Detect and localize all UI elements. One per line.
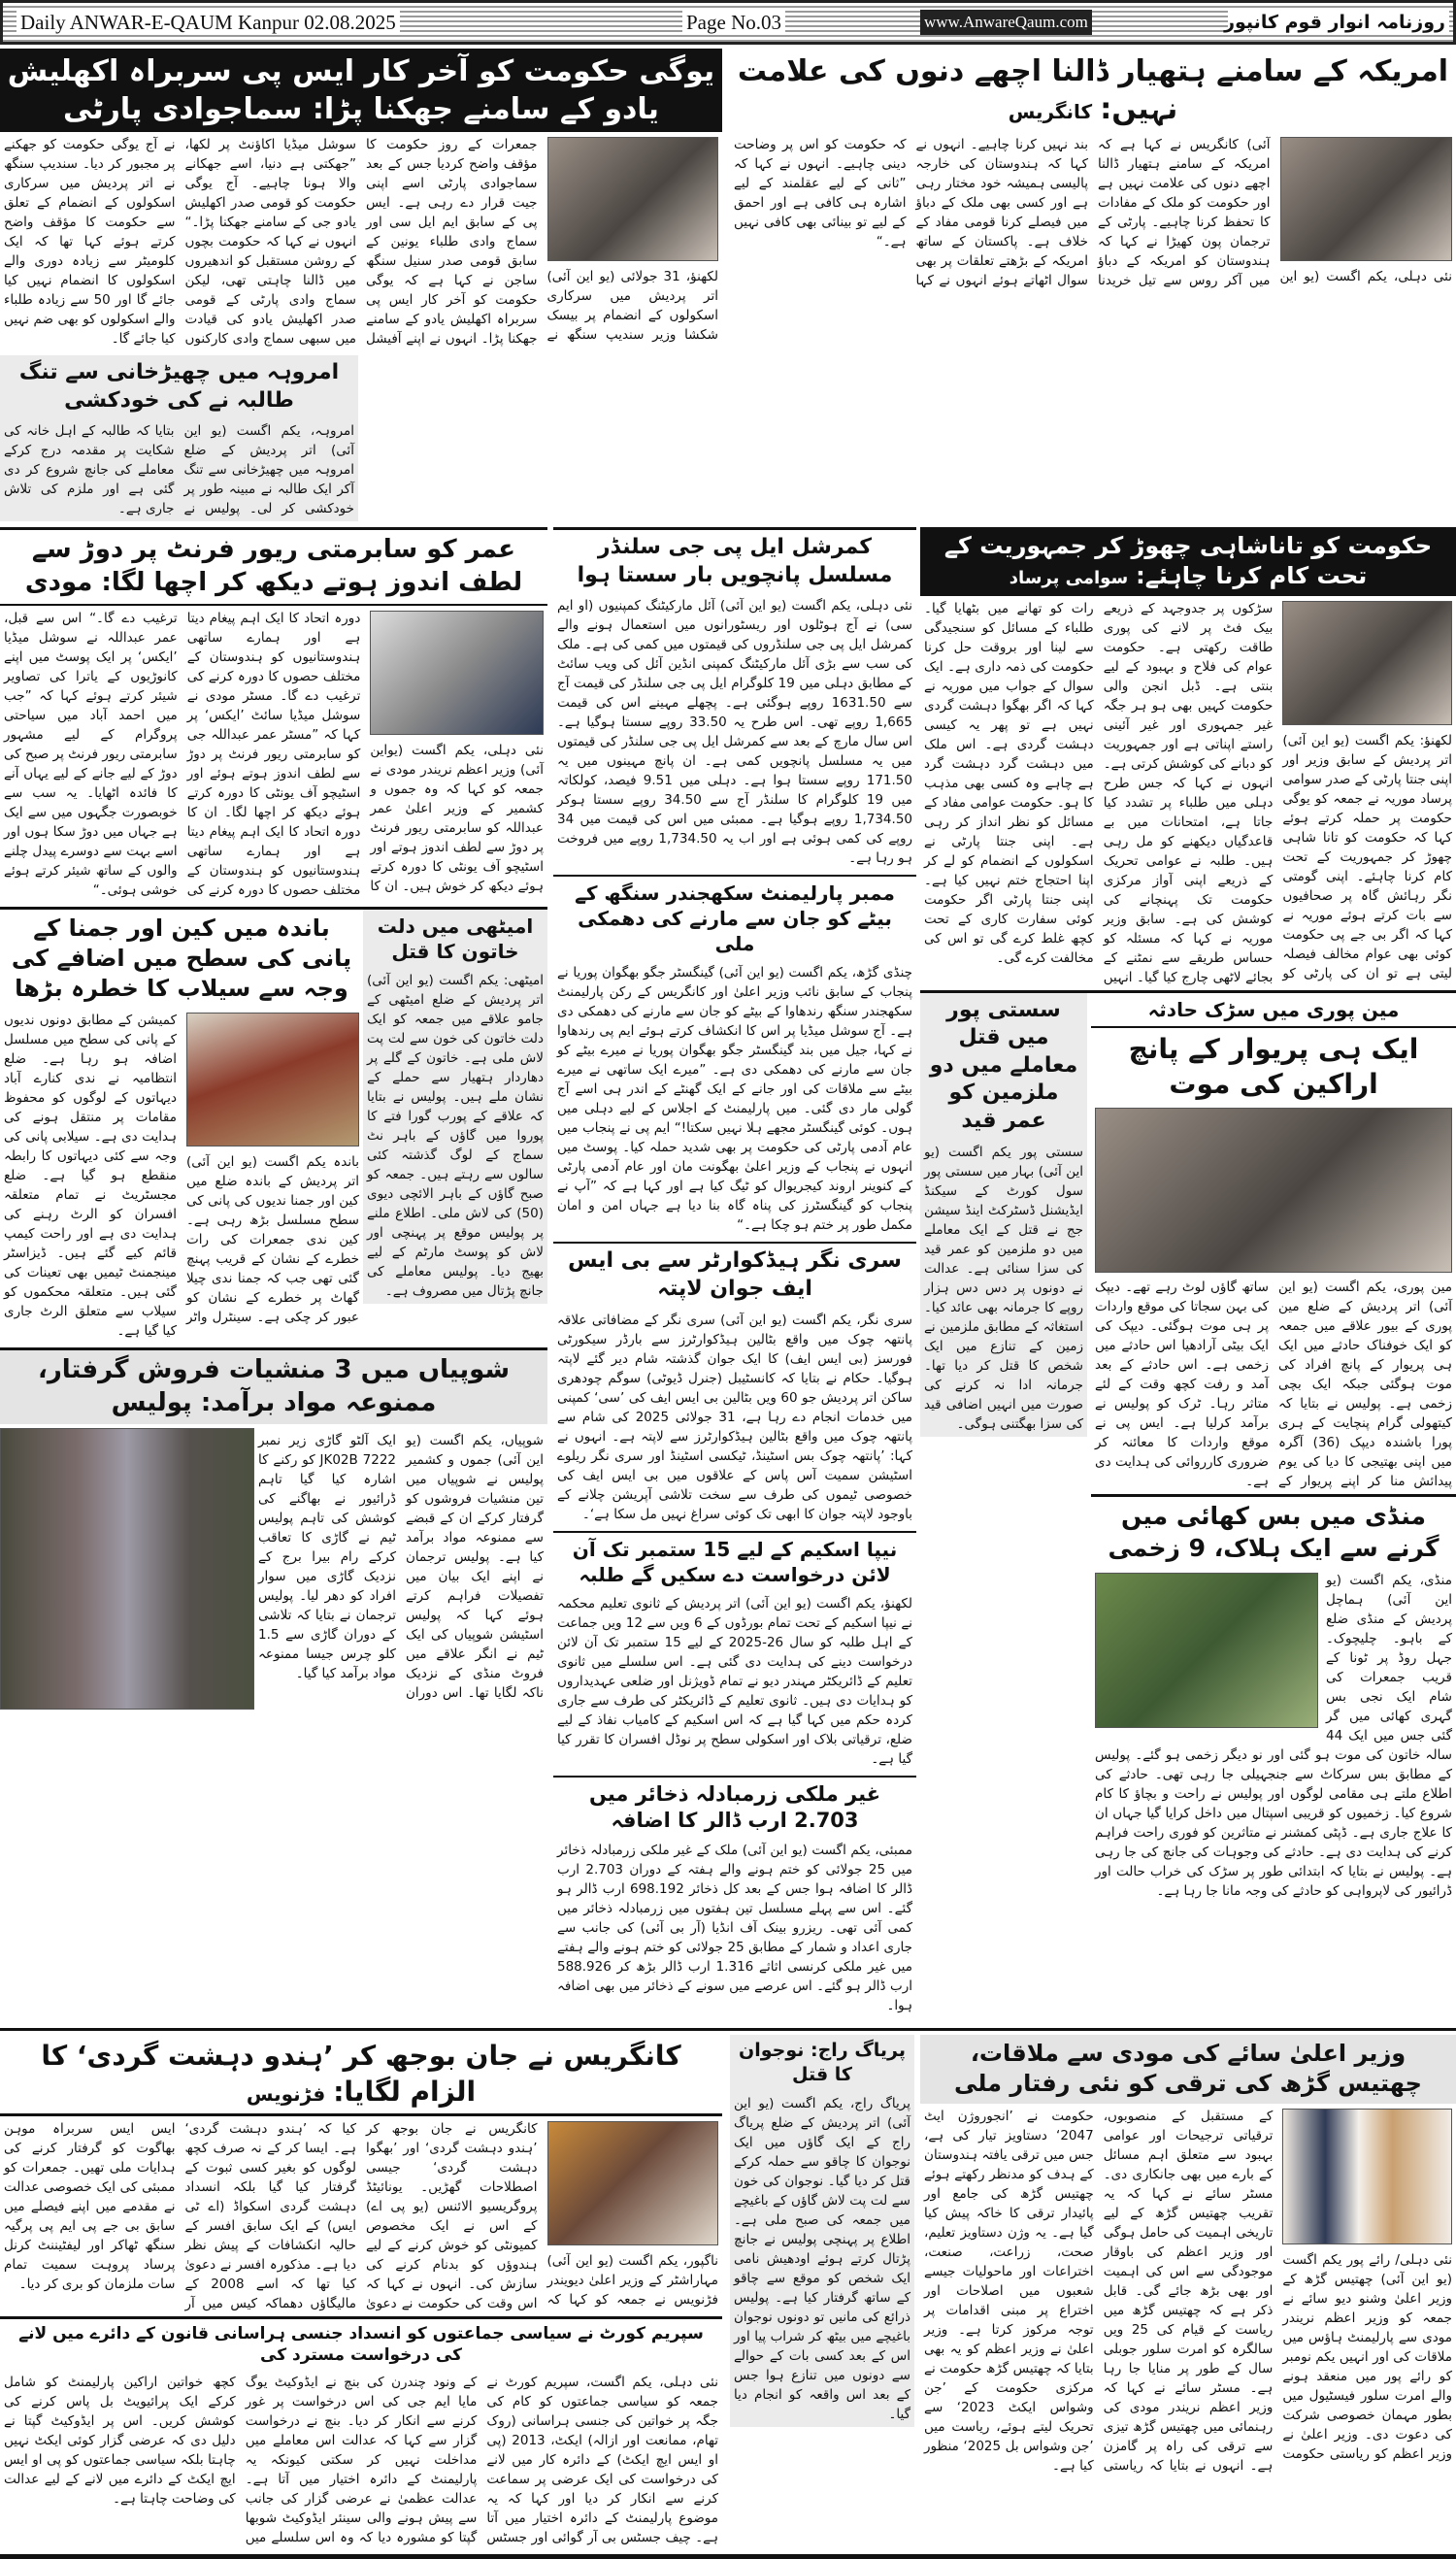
story-samastipur: سستی پور میں قتل معاملے میں دو ملزمین کو عمر قید سستی پور یکم اگست (یو این آئی) بہار میں سستی پور سول کورٹ کے سیکنڈ ایڈیشنل ڈسٹرکٹ اینڈ سیشن جج نے قتل کے ایک معاملے میں دو ملزمین کو عمر قید کی سزا سنائی ہے۔ عدالت نے دونوں پر دس دس ہزار روپے کا جرمانہ بھی عائد کیا۔ استغاثہ کے مطابق ملزمین نے زمین کے تنازع میں ایک شخص کا قتل کر دیا تھا۔ جرمانہ ادا نہ کرنے کی صورت میں انہیں اضافی قید کی سزا بھگتنی ہوگی۔: [920, 993, 1087, 1437]
photo-bus-accident: [1095, 1573, 1318, 1728]
story-fadnavis: کانگریس نے جان بوجھ کر ’ہندو دہشت گردی‘ کا الزام لگایا:فڑنویس ناگپور، یکم اگست (یو این آئی) مہاراشٹر کے وزیر اعلیٰ دیویندر فڑنویس نے جمعہ کو کہا کہ کانگریس نے جان بوجھ کر ’ہندو دہشت گردی‘ اور ’بھگوا دہشت گردی‘ جیسی اصطلاحات گھڑیں۔ یونائیٹڈ پروگریسیو الائنس (یو پی اے) کے اس نے ایک مخصوص کمیونٹی کو خوش کرنے کے لیے ہندوؤں کو بدنام کرنے کی سازش کی۔ انہوں نے کہا کہ اس وقت کی حکومت نے دعویٰ کیا کہ ’ہندو دہشت گردی‘ ہے۔ ایسا کر کے نہ صرف کچھ لوگوں کو بغیر کسی ثبوت کے گرفتار کیا گیا بلکہ انسداد دہشت گردی اسکواڈ (اے ٹی ایس) کے ایک سابق افسر کے حالیہ انکشافات کے پیش نظر دیا ہے۔ مذکورہ افسر نے دعویٰ کیا تھا کہ اسے 2008 کے مالیگاؤں دھماکہ کیس میں آر ایس ایس سربراہ موہن بھاگوت کو گرفتار کرنے کی ہدایات ملی تھیں۔ جمعرات کو ممبئی کی ایک خصوصی عدالت نے مقدمے میں اپنے فیصلے میں سابق بی جے پی ایم پی پرگیہ سنگھ ٹھاکر اور لیفٹیننٹ کرنل پرساد پروہت سمیت تمام سات ملزمان کو بری کر دیا۔ سپریم کورٹ نے سیاسی جماعتوں کو انسداد جنسی ہراسانی قانون کے دائرے میں لانے کی درخواست مسترد کی نئی دہلی، یکم اگست، سپریم کورٹ نے جمعہ کو سیاسی جماعتوں کو کام کی جگہ پر خواتین کی جنسی ہراسانی (روک تھام، ممانعت اور ازالہ) ایکٹ، 2013 (پی او ایس ایچ ایکٹ) کے دائرہ کار میں لانے کی درخواست کی ایک عرضی پر سماعت کرنے سے انکار کر دیا اور کہا کہ یہ موضوع پارلیمنٹ کے دائرہ اختیار میں آتا ہے۔ چیف جسٹس بی آر گوائی اور جسٹس کے ونود چندرن کی بنچ نے ایڈوکیٹ یوگ مایا ایم جی کی اس درخواست پر غور کرنے سے انکار کر دیا۔ بنچ نے درخواست گزار سے کہا کہ عدالت اس معاملے میں مداخلت نہیں کر سکتی کیونکہ یہ پارلیمنٹ کے دائرہ اختیار میں آتا ہے۔ عدالت عظمیٰ نے عرضی گزار کی جانب سے پیش ہونے والی سینئر ایڈوکیٹ شوبھا گپتا کو مشورہ دیا کہ وہ اس سلسلے میں کچھ خواتین اراکین پارلیمنٹ کو شامل کرکے ایک پرائیویٹ بل پاس کرنے کی کوشش کریں۔ اس پر ایڈوکیٹ گپتا نے دلیل دی کہ عرضی گزار کوئی ایکٹ نہیں چاہتا بلکہ سیاسی جماعتوں کو پی او ایس ایچ ایکٹ کے دائرے میں لانے کے لیے عدالت کی وضاحت چاہتا ہے۔: [0, 2035, 722, 2554]
page-number: Page No.03: [682, 10, 785, 35]
story-nepa: نیپا اسکیم کے لیے 15 ستمبر تک آن لائن درخواست دے سکیں گے طلبہ لکھنؤ، یکم اگست (یو این آئی) اتر پردیش کے ثانوی تعلیم محکمہ نے نیپا اسکیم کے تحت تمام بورڈوں کے 6 ویں سے 12 ویں جماعت کے اہل طلبہ کو سال 26-2025 کے لیے 15 ستمبر تک آن لائن درخواست دینے کی ہدایت دی گئی ہے۔ اس سلسلے میں ثانوی تعلیم کے ڈائریکٹر مہندر دیو نے تمام ڈویژنل اور ضلعی عہدیداروں کو ہدایات دی ہیں۔ ثانوی تعلیم کے ڈائریکٹر کی طرف سے جاری کردہ حکم میں کہا گیا ہے کہ اس اسکیم کے کامیاب نفاذ کے لیے ضلع، ترقیاتی بلاک اور اسکولی سطح پر نوڈل افسران کا تقرر کیا گیا ہے۔: [553, 1531, 916, 1776]
photo-sai-modi-meeting: [1282, 2109, 1452, 2244]
website-link[interactable]: www.AnwareQaum.com: [920, 10, 1092, 35]
headline-fadnavis: کانگریس نے جان بوجھ کر ’ہندو دہشت گردی‘ کا الزام لگایا:فڑنویس: [0, 2035, 722, 2116]
story-banda: باندہ میں کین اور جمنا کے پانی کی سطح میں اضافے کی وجہ سے سیلاب کا خطرہ بڑھا باندہ یکم اگست (یو این آئی) اتر پردیش کے باندہ ضلع میں کین اور جمنا ندیوں کی پانی کی سطح مسلسل بڑھ رہی ہے۔ کین ندی جمعرات کی رات خطرے کے نشان کے قریب پہنچ گئی تھی جب کہ جمنا ندی چیلا گھاٹ پر خطرے کے نشان کو عبور کر چکی ہے۔ سینٹرل واٹر کمیشن کے مطابق دونوں ندیوں کے پانی کی سطح میں مسلسل اضافہ ہو رہا ہے۔ ضلع انتظامیہ نے ندی کنارے آباد دیہاتوں کے لوگوں کو محفوظ مقامات پر منتقل ہونے کی ہدایت دی ہے۔ سیلابی پانی کی وجہ سے کئی دیہاتوں کا رابطہ منقطع ہو گیا ہے۔ ضلع مجسٹریٹ نے تمام متعلقہ افسران کو الرٹ رہنے کی ہدایت دی ہے اور راحت کیمپ قائم کیے گئے ہیں۔ ڈیزاسٹر مینجمنٹ ٹیمیں بھی تعینات کی گئی ہیں۔ متعلقہ محکموں کو سیلاب سے متعلق الرٹ جاری کیا گیا ہے۔: [4, 914, 359, 1340]
story-amroha: امروہہ میں چھیڑخانی سے تنگ طالبہ نے کی خودکشی امروہہ، یکم اگست (یو این آئی) اتر پردیش کے ضلع امروہہ میں چھیڑخانی سے تنگ آکر ایک طالبہ نے مبینہ طور پر خودکشی کر لی۔ پولیس نے بتایا کہ طالبہ کے اہل خانہ کی شکایت پر مقدمہ درج کرکے معاملے کی جانچ شروع کر دی گئی ہے اور ملزم کی تلاش جاری ہے۔: [0, 355, 358, 521]
story-lpg: کمرشل ایل پی جی سلنڈر مسلسل پانچویں بار سستا ہوا نئی دہلی، یکم اگست (یو این آئی) آئل مارکیٹنگ کمپنیوں (او ایم سی) نے آج ہوٹلوں اور ریسٹورانوں میں استعمال ہونے والے کمرشل ایل پی جی سلنڈروں کی قیمتوں میں کمی کی ہے۔ ملک کی سب سے بڑی آئل مارکیٹنگ کمپنی انڈین آئل کی ویب سائٹ کے مطابق دہلی میں 19 کلوگرام ایل پی جی سلنڈر کی قیمت آج سے 1631.50 روپے ہوگئی ہے۔ پچھلے مہینے اس کی قیمت 1,665 روپے تھی۔ اس طرح یہ 33.50 روپے سستا ہوگیا ہے۔ اس سال مارچ کے بعد سے کمرشل ایل پی جی سلنڈر کی قیمتوں میں یہ مسلسل پانچویں کمی ہے۔ ان پانچ مہینوں میں یہ 171.50 روپے سستا ہوا ہے۔ دہلی میں 9.51 فیصد، کولکاتہ میں 19 کلوگرام کا سلنڈر آج سے 34.50 روپے سستا ہوکر 1,734.50 روپے ہوگیا ہے۔ ممبئی میں اس کی قیمت میں 34 روپے کی کمی ہوئی ہے اور اب یہ 1,734.50 روپے میں فروخت ہو رہا ہے۔: [553, 527, 916, 875]
story-mainpuri: مین پوری میں سڑک حادثہ ایک ہی پریوار کے پانچ اراکین کی موت مین پوری، یکم اگست (یو این آئی) اتر پردیش کے ضلع مین پوری کے بیور علاقے میں جمعہ کو ایک خوفناک حادثے میں ایک ہی پریوار کے پانچ افراد کی موت ہوگئی جبکہ ایک بچی زخمی ہے۔ پولیس نے بتایا کہ کیتھولی گرام پنچایت کے ہری پورا باشندہ دیپک (36) آگرہ میں اپنی بھتیجی کا دیا کی یوم پیدائش منا کر اپنے پریوار کے ساتھ گاؤں لوٹ رہے تھے۔ دیپک کی بہن سجاتا کی موقع واردات پر ہی موت ہوگئی۔ دیپک کی ایک بیٹی آرادھیا اس حادثے میں زخمی ہے۔ اس حادثے کے بعد آمد و رفت کچھ وقت کے لئے متاثر رہا۔ ٹرک کو پولیس نے برآمد کرلیا ہے۔ ایس پی نے موقع واردات کا معائنہ کر ضروری کارروائی کی ہدایت دی ہے۔: [1091, 993, 1456, 1495]
photo-accident-vehicle: [1095, 1108, 1452, 1273]
masthead: [0, 0, 1456, 45]
newspaper-logo: روزنامہ انوار قوم کانپور: [1228, 10, 1449, 35]
photo-bridge-river: [186, 1013, 359, 1147]
story-supreme-court: سپریم کورٹ نے سیاسی جماعتوں کو انسداد جنسی ہراسانی قانون کے دائرے میں لانے کی درخواست مسترد کی نئی دہلی، یکم اگست، سپریم کورٹ نے جمعہ کو سیاسی جماعتوں کو کام کی جگہ پر خواتین کی جنسی ہراسانی (روک تھام، ممانعت اور ازالہ) ایکٹ، 2013 (پی او ایس ایچ ایکٹ) کے دائرہ کار میں لانے کی درخواست کی ایک عرضی پر سماعت کرنے سے انکار کر دیا اور کہا کہ یہ موضوع پارلیمنٹ کے دائرہ اختیار میں آتا ہے۔ چیف جسٹس بی آر گوائی اور جسٹس کے ونود چندرن کی بنچ نے ایڈوکیٹ یوگ مایا ایم جی کی اس درخواست پر غور کرنے سے انکار کر دیا۔ بنچ نے درخواست گزار سے کہا کہ عدالت اس معاملے میں مداخلت نہیں کر سکتی کیونکہ یہ پارلیمنٹ کے دائرہ اختیار میں آتا ہے۔ عدالت عظمیٰ نے عرضی گزار کی جانب سے پیش ہونے والی سینئر ایڈوکیٹ شوبھا گپتا کو مشورہ دیا کہ وہ اس سلسلے میں کچھ خواتین اراکین پارلیمنٹ کو شامل کرکے ایک پرائیویٹ بل پاس کرنے کی کوشش کریں۔ اس پر ایڈوکیٹ گپتا نے دلیل دی کہ عرضی گزار کوئی ایکٹ نہیں چاہتا بلکہ سیاسی جماعتوں کو پی او ایس ایچ ایکٹ کے دائرے میں لانے کے لیے عدالت کی وضاحت چاہتا ہے۔: [0, 2316, 722, 2554]
story-yogi-body: لکھنؤ، 31 جولائی (یو این آئی) اتر پردیش میں سرکاری اسکولوں کے انضمام پر بیسک شکشا وزیر سندیپ سنگھ نے جمعرات کے روز حکومت کا مؤقف واضح کردیا جس کے بعد سماجوادی پارٹی اسے اپنی جیت قرار دے رہی ہے۔ ایس پی کے سابق ایم ایل سی اور سماج وادی طلباء یونین کے سابق قومی صدر سنیل سنگھ ساجن نے کہا ہے کہ یوگی حکومت کو آخر کار ایس پی سربراہ اکھلیش یادو کے سامنے جھکنا پڑا۔ انہوں نے اپنے آفیشل سوشل میڈیا اکاؤنٹ پر لکھا، ”جھکتی ہے دنیا، اسے جھکانے والا ہونا چاہیے۔ آج یوگی حکومت کو قومی صدر اکھلیش یادو جی کے سامنے جھکنا پڑا۔“ انہوں نے کہا کہ حکومت بچوں کے روشن مستقبل کو اندھیروں میں ڈالنا چاہتی تھی، لیکن سماج وادی پارٹی کے قومی صدر اکھلیش یادو کی قیادت میں سبھی سماج وادی کارکنوں نے آج یوگی حکومت کو جھکنے پر مجبور کر دیا۔ سندیپ سنگھ نے اتر پردیش میں سرکاری اسکولوں کے انضمام کے تعلق سے حکومت کا مؤقف واضح کرتے ہوئے کہا تھا کہ ایک کلومیٹر سے زیادہ دوری والے اسکولوں کا انضمام نہیں کیا جائے گا اور 50 سے زیادہ طلباء والے اسکولوں کو بھی ضم نہیں کیا جائے گا۔: [4, 137, 718, 347]
story-america-body: نئی دہلی، یکم اگست (یو این آئی) کانگریس نے کہا ہے کہ امریکہ کے سامنے ہتھیار ڈالنا اچھے دنوں کی علامت نہیں ہے اور حکومت کو ملک کے مفادات کا تحفظ کرنا چاہیے۔ پارٹی کے ترجمان پون کھیڑا نے کہا کہ ہندوستان کو امریکہ کے دباؤ میں آکر روس سے تیل خریدنا بند نہیں کرنا چاہیے۔ انہوں نے کہا کہ ہندوستان کی خارجہ پالیسی ہمیشہ خود مختار رہی ہے اور کسی بھی ملک کے دباؤ میں فیصلے کرنا قومی مفاد کے خلاف ہے۔ پاکستان کے ساتھ امریکہ کے بڑھتے تعلقات پر بھی سوال اٹھاتے ہوئے انہوں نے کہا کہ حکومت کو اس پر وضاحت دینی چاہیے۔ انہوں نے کہا کہ ”ثانی کے لیے عقلمند کے لیے اشارہ ہی کافی ہے اور احمق کے لیے تو بینائی بھی کافی نہیں ہے۔“: [734, 137, 1452, 288]
banda-amethi-row: [0, 907, 547, 1348]
headline-tag: کانگریس: [1008, 100, 1093, 123]
story-america: [730, 49, 1456, 293]
middle-band: [0, 527, 1456, 2022]
story-bsf: سری نگر ہیڈکوارٹر سے بی ایس ایف جوان لاپتہ سری نگر، یکم اگست (یو این آئی) سری نگر کے مضافاتی علاقہ پانتھہ چوک میں واقع بٹالین ہیڈکوارٹرز سے بارڈر سیکورٹی فورسز (بی ایس ایف) کا ایک جوان گذشتہ شام دیر گئے لاپتہ ہوگیا۔ حکام نے بتایا کہ کانسٹیبل (جنرل ڈیوٹی) سوگم چودھری ساکن اتر پردیش جو 60 ویں بٹالین بی ایس ایف کی ’سی‘ کمپنی میں خدمات انجام دے رہا ہے، 31 جولائی 2025 کی شام سے پانتھہ چوک میں واقع بٹالین ہیڈکوارٹرز سے لاپتہ ہے۔ انہوں نے کہا: ’پانتھہ چوک بس اسٹینڈ، ٹیکسی اسٹینڈ اور سری نگر ریلوے اسٹیشن سمیت آس پاس کے علاقوں میں بی ایس ایف کی خصوصی ٹیموں کی طرف سے سخت تلاشی آپریشن چلانے کے باوجود لاپتہ جوان کا ابھی تک کوئی سراغ نہیں مل سکا ہے‘۔: [553, 1242, 916, 1530]
story-swami: حکومت کو تاناشاہی چھوڑ کر جمہوریت کے تحت کام کرنا چاہئے:سوامی پرساد لکھنؤ: یکم اگست (یو این آئی) اتر پردیش کے سابق وزیر اور اپنی جنتا پارٹی کے صدر سوامی پرساد موریہ نے جمعہ کو یوگی حکومت پر حملہ کرتے ہوئے کہا کہ حکومت کو تانا شاہی چھوڑ کر جمہوریت کے تحت کام کرنا چاہئے۔ اپنی گومتی نگر رہائش گاہ پر صحافیوں سے بات کرتے ہوئے موریہ نے کہا کہ اگر بی جے پی حکومت کوئی بھی عوام مخالف فیصلہ لیتی ہے تو ان کی پارٹی کو سڑکوں پر جدوجہد کے ذریعے بیک فٹ پر لانے کی پوری طاقت رکھتی ہے۔ حکومت عوام کی فلاح و بہبود کے لیے بنتی ہے۔ ڈبل انجن والی حکومت کہیں بھی ہو ہر جگہ غیر جمہوری اور غیر آئینی راستے اپناتی ہے اور جمہوریت کو دبانے کی کوشش کرتی ہے۔ انہوں نے کہا کہ جس طرح دہلی میں طلباء پر تشدد کیا جاتا ہے، امتحانات میں بے قاعدگیاں دیکھنے کو مل رہی ہیں۔ طلبہ نے عوامی تحریک کے ذریعے اپنی آواز مرکزی حکومت تک پہنچانے کی کوشش کی ہے۔ سابق وزیر موریہ نے کہا کہ مسئلہ کو حساس طریقے سے نمٹنے کے بجائے لاٹھی چارج کیا گیا۔ انہیں رات کو تھانے میں بٹھایا گیا۔ طلباء کے مسائل کو سنجیدگی سے لینا اور بروقت حل کرنا حکومت کی ذمہ داری ہے۔ ایک سوال کے جواب میں موریہ نے کہا کہ اگر بھگوا دہشت گردی نہیں ہے تو پھر یہ کیسی دہشت گردی ہے۔ اس ملک میں دہشت گرد دہشت گرد ہے چاہے وہ کسی بھی مذہب کا ہو۔ حکومت عوامی مفاد کے مسائل کو نظر انداز کر رہی ہے۔ اپنی جنتا پارٹی نے اسکولوں کے انضمام کو لے کر اپنا احتجاج ختم نہیں کیا ہے۔ اپنی جنتا پارٹی اگر حکومت کوئی سفارت کاری کے تحت کچھ غلط کرے گی تو اس کی مخالفت کرے گی۔: [920, 527, 1456, 989]
story-yogi: [0, 49, 722, 521]
photo-arrested-men: [0, 1428, 254, 1710]
story-shopian: شوپیاں میں 3 منشیات فروش گرفتار، ممنوعہ مواد برآمد: پولیس شوپیاں، یکم اگست (یو این آئی) جموں و کشمیر پولیس نے شوپیاں میں تین منشیات فروشوں کو گرفتار کرکے ان کے قبضے سے ممنوعہ مواد برآمد کیا ہے۔ پولیس ترجمان نے اپنے ایک بیان میں تفصیلات فراہم کرتے ہوئے کہا کہ پولیس اسٹیشن شوپیاں کی ایک ٹیم نے انگر علاقے میں فروٹ منڈی کے نزدیک ناکہ لگایا تھا۔ اس دوران ایک آلٹو گاڑی زیر نمبر JK02B 7222 کو رکنے کا اشارہ کیا گیا تاہم ڈرائیور نے بھاگنے کی کوشش کی تاہم پولیس ٹیم نے گاڑی کا تعاقب کرکے رام بیرا برج کے نزدیک گاڑی میں سوار افراد کو دھر لیا۔ پولیس ترجمان نے بتایا کہ تلاشی کے دوران گاڑی سے 1.5 کلو چرس جیسا ممنوعہ مواد برآمد کیا گیا۔: [0, 1347, 547, 1713]
left-column: [0, 527, 547, 1713]
headline-america: امریکہ کے سامنے ہتھیار ڈالنا اچھے دنوں کی علامت نہیں:کانگریس: [737, 54, 1449, 126]
story-mp-son-threat: ممبر پارلیمنٹ سکھجندر سنگھ کے بیٹے کو جان سے مارنے کی دھمکی ملی چنڈی گڑھ، یکم اگست (یو این آئی) گینگسٹر جگو بھگوان پوریا نے پنجاب کے سابق نائب وزیر اعلیٰ اور کانگریس کے رکن پارلیمنٹ سکھجندر سنگھ رندھاوا کے بیٹے کو جان سے مارنے کی دھمکی دی ہے۔ آج سوشل میڈیا پر اس کا انکشاف کرتے ہوئے ایم پی رندھاوا نے کہا، جیل میں بند گینگسٹر جگو بھگوان پوریا نے میرے بیٹے کو جان سے مارنے کی دھمکی دی ہے۔ ”میرے ایک ساتھی نے میرے بیٹے سے ملاقات کی اور جانے کے ایک گھنٹے کے اندر ہی اسے آج گولی مار دی گئی۔ میں پارلیمنٹ کے اجلاس کے لیے دہلی میں ہوں۔ کوئی گینگسٹر مجھے ہلا نہیں سکتا!“ ایم پی نے پنجاب میں عام آدمی پارٹی کی حکومت پر بھی شدید حملہ کیا۔ پوسٹ میں انہوں نے پنجاب کے وزیر اعلیٰ بھگونت مان اور عام آدمی پارٹی کے کنوینر اروند کیجریوال کو ٹیگ کیا ہے اور کہا ہے کہ ”آپ نے پنجاب کو گینگسٹرز کی پناہ گاہ بنا دیا ہے جہاں امن و امان مکمل طور پر ختم ہو چکا ہے۔“: [553, 875, 916, 1242]
story-prayagraj: پریاگ راج: نوجوان کا قتل پریاگ راج، یکم اگست (یو این آئی) اتر پردیش کے ضلع پریاگ راج کے ایک گاؤں میں ایک نوجوان کا چاقو سے حملہ کرکے قتل کر دیا گیا۔ نوجوان کی خون سے لت پت لاش گاؤں کے باغیچے میں جمعہ کی صبح ملی ہے۔ اطلاع پر پہنچی پولیس نے جانچ پڑتال کرتے ہوئے اودھیش نامی ایک شخص کو موقع سے چاقو کے ساتھ گرفتار کیا ہے۔ پولیس ذرائع کی مانیں تو دونوں نوجوان باغیچے میں بیٹھ کر شراب پیا اور اس کے بعد کسی بات کے حوالے سے دونوں میں تنازع ہوا جس کے بعد اس واقعہ کو انجام دیا گیا۔: [730, 2035, 914, 2426]
story-amethi: امیٹھی میں دلت خاتون کا قتل امیٹھی: یکم اگست (یو این آئی) اتر پردیش کے ضلع امیٹھی کے جامو علاقے میں جمعہ کو ایک دلت خاتون کی خون سے لت پت لاش ملی ہے۔ خاتون کے گلے پر دھاردار ہتھیار سے حملے کے نشان ملے ہیں۔ پولیس نے بتایا کہ علاقے کے پورب گورا فتے کا پوروا میں گاؤں کے باہر نٹ سماج کے لوگ گذشتہ کئی سالوں سے رہتے ہیں۔ جمعہ کو صبح گاؤں کے باہر الائچی دیوی (50) کی لاش ملی۔ اطلاع ملنے پر پولیس موقع پر پہنچی اور لاش کو پوسٹ مارٹم کے لیے بھیج دیا۔ پولیس معاملے کی جانچ پڑتال میں مصروف ہے۔: [363, 910, 547, 1304]
photo-narendra-modi: [370, 611, 544, 735]
headline-tag: سوامی پرساد: [1009, 568, 1129, 589]
headline-swami: حکومت کو تاناشاہی چھوڑ کر جمہوریت کے تحت کام کرنا چاہئے:سوامی پرساد: [920, 527, 1456, 595]
photo-sunil-singh-sajan: [547, 137, 719, 261]
bottom-band: [0, 2028, 1456, 2554]
page-bottom-border: [0, 2554, 1456, 2559]
headline-yogi: یوگی حکومت کو آخر کار ایس پی سربراہ اکھلیش یادو کے سامنے جھکنا پڑا: سماجوادی پارٹی: [0, 49, 722, 132]
story-mandi: منڈی میں بس کھائی میں گرنے سے ایک ہلاک، 9 زخمی منڈی، یکم اگست (یو این آئی) ہماچل پردیش کے منڈی ضلع کے باہو۔ چلیچوک۔ جہل روڈ پر ٹونا کے قریب جمعرات کی شام ایک نجی بس گہری کھائی میں گر گئی جس میں ایک 44 سالہ خاتون کی موت ہو گئی اور نو دیگر زخمی ہو گئے۔ پولیس کے مطابق بس سرکاٹ سے جنجہیلی جا رہی تھی۔ حادثے کی اطلاع ملتے ہی مقامی لوگوں اور پولیس نے راحت و بچاؤ کا کام شروع کیا۔ زخمیوں کو قریبی اسپتال میں داخل کرایا گیا جہاں ان کا علاج جاری ہے۔ ڈپٹی کمشنر نے متاثرین کو فوری راحت فراہم کرنے کی ہدایت دی ہے۔ حادثے کی وجوہات کی جانچ کی جا رہی ہے۔ پولیس نے بتایا کہ ابتدائی طور پر سڑک کی خراب حالت اور ڈرائیور کی لاپرواہی کو حادثے کی وجہ مانا جا رہا ہے۔: [1091, 1494, 1456, 1908]
samastipur-mainpuri-row: [920, 990, 1456, 1912]
top-band: [0, 49, 1456, 521]
story-forex: غیر ملکی زرمبادلہ ذخائر میں 2.703 ارب ڈالر کا اضافہ ممبئی، یکم اگست (یو این آئی) ملک کے غیر ملکی زرمبادلہ ذخائر میں 25 جولائی کو ختم ہونے والے ہفتہ کے دوران 2.703 ارب ڈالر کا اضافہ ہوا جس کے بعد کل ذخائر 698.192 ارب ڈالر ہو گئے۔ اس سے پہلے مسلسل تین ہفتوں میں زرمبادلہ ذخائر میں کمی آئی تھی۔ ریزرو بینک آف انڈیا (آر بی آئی) کی جانب سے جاری اعداد و شمار کے مطابق 25 جولائی کو ختم ہونے والے ہفتے میں غیر ملکی کرنسی اثاثے 1.316 ارب ڈالر بڑھ کر 588.926 ارب ڈالر ہو گئے۔ اس عرصے میں سونے کے ذخائر میں بھی اضافہ ہوا۔: [553, 1776, 916, 2023]
headline-tag: فڑنویس: [246, 2081, 326, 2106]
photo-swami-prasad-maurya: [1282, 601, 1452, 725]
middle-column: [553, 527, 916, 2022]
photo-pawan-khera: [1280, 137, 1453, 261]
photo-devendra-fadnavis: [547, 2121, 719, 2245]
edition-label: Daily ANWAR-E-QAUM Kanpur 02.08.2025: [17, 10, 400, 35]
story-cm-sai: وزیر اعلیٰ سائے کی مودی سے ملاقات، چھتیس گڑھ کی ترقی کو نئی رفتار ملی نئی دہلی/ رائے پور یکم اگست (یو این آئی) چھتیس گڑھ کے وزیر اعلیٰ وشنو دیو سائے نے جمعہ کو وزیر اعظم نریندر مودی سے پارلیمنٹ ہاؤس میں ملاقات کی اور انہیں یکم نومبر کو رائے پور میں منعقد ہونے والے امرت سلور فیسٹیول میں بطور مہمان خصوصی شرکت کی دعوت دی۔ وزیر اعلیٰ نے وزیر اعظم کو ریاستی حکومت کے مستقبل کے منصوبوں، ترقیاتی ترجیحات اور عوامی بہبود سے متعلق اہم مسائل کے بارے میں بھی جانکاری دی۔ مسٹر سائے نے کہا کہ یہ تقریب چھتیس گڑھ کے لیے تاریخی اہمیت کی حامل ہوگی اور وزیر اعظم کی باوقار موجودگی سے اس کی اہمیت اور بھی بڑھ جائے گی۔ قابل ذکر ہے کہ چھتیس گڑھ میں ریاست کے قیام کی 25 ویں سالگرہ کو امرت سلور جوبلی سال کے طور پر منایا جا رہا ہے۔ مسٹر سائے نے کہا کہ وزیر اعظم نریندر مودی کی رہنمائی میں چھتیس گڑھ تیزی سے ترقی کی راہ پر گامزن ہے۔ انہوں نے بتایا کہ ریاستی حکومت نے ’انجوروژن ایٹ 2047‘ دستاویز تیار کی ہے، جس میں ترقی یافتہ ہندوستان کے ہدف کو مدنظر رکھتے ہوئے چھتیس گڑھ کی جامع اور پائیدار ترقی کا خاکہ پیش کیا گیا ہے۔ یہ وژن دستاویز تعلیم، صحت، زراعت، صنعت، اختراعات اور ماحولیات جیسے شعبوں میں اصلاحات اور اختراع پر مبنی اقدامات پر توجہ مرکوز کرتا ہے۔ وزیر اعلیٰ نے وزیر اعظم کو یہ بھی بتایا کہ چھتیس گڑھ حکومت نے مرکزی حکومت کے ’جن وشواس ایکٹ 2023‘ سے تحریک لیتے ہوئے، ریاست میں ’جن وشواس بل 2025‘ منظور کیا ہے۔: [920, 2035, 1456, 2477]
story-modi: عمر کو سابرمتی ریور فرنٹ پر دوڑ سے لطف اندوز ہوتے دیکھ کر اچھا لگا: مودی نئی دہلی، یکم اگست (یواین آئی) وزیر اعظم نریندر مودی نے جمعہ کو کہا کہ وہ جموں و کشمیر کے وزیر اعلیٰ عمر عبداللہ کو سابرمتی ریور فرنٹ پر دوڑ سے لطف اندوز ہوتے اور اسٹیچو آف یونٹی کا دورہ کرتے ہوئے دیکھ کر خوش ہیں۔ ان کا دورہ اتحاد کا ایک اہم پیغام دیتا ہے اور ہمارے ساتھی ہندوستانیوں کو ہندوستان کے مختلف حصوں کا دورہ کرنے کی ترغیب دے گا۔ مسٹر مودی نے سوشل میڈیا سائٹ ’ایکس‘ پر کہا کہ ”مسٹر عمر عبداللہ جی کو سابرمتی ریور فرنٹ پر دوڑ سے لطف اندوز ہوتے ہوئے اور اسٹیچو آف یونٹی کا دورہ کرتے ہوئے دیکھ کر اچھا لگا۔ ان کا دورہ اتحاد کا ایک اہم پیغام دیتا ہے اور ہمارے ساتھی ہندوستانیوں کو ہندوستان کے مختلف حصوں کا دورہ کرنے کی ترغیب دے گا۔“ اس سے قبل، عمر عبداللہ نے سوشل میڈیا ’ایکس‘ پر ایک پوسٹ میں اپنے کانوڑیوں کے یاترا کی تصاویر شیئر کرتے ہوئے کہا کہ ”جب میں احمد آباد میں سیاحتی پروگرام کے لیے مشہور سابرمتی ریور فرنٹ پر صبح کی دوڑ کے لیے جانے کے لیے یہاں آنے کا فائدہ اٹھایا۔ یہ سب سے خوبصورت جگہوں میں سے ایک ہے جہاں میں دوڑ سکا ہوں اور اسے بہت سے دوسرے پیدل چلنے والوں کے ساتھ شیئر کرتے ہوئے خوشی ہوئی۔“: [0, 527, 547, 907]
right-column: [920, 527, 1456, 1911]
